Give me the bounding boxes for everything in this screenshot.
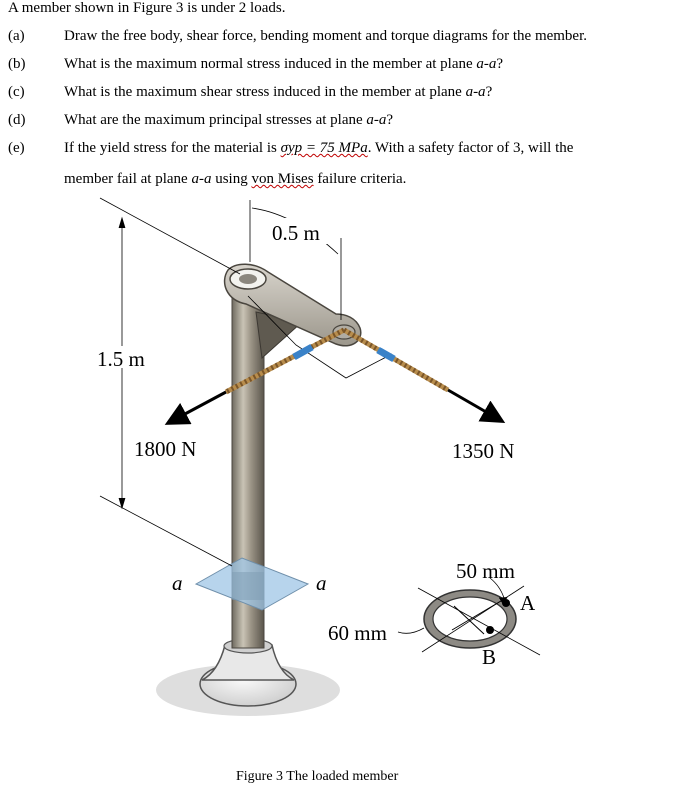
question-label: (b) [8,56,26,72]
dimension-height [100,198,240,566]
question-label: (d) [8,112,26,128]
question-label: (c) [8,84,25,100]
question-label: (e) [8,140,25,156]
failure-criterion: von Mises [251,171,314,187]
point-b-label: B [482,645,497,669]
rope-right [344,330,448,390]
inner-diameter-label: 50 mm [456,559,515,583]
dimension-arm-label: 0.5 m [272,221,320,245]
plane-label-right: a [316,571,327,595]
plane-name: a-a [465,84,486,100]
question-text: What are the maximum principal stresses at plane a-a? [64,112,394,128]
outer-diameter-label: 60 mm [328,621,387,645]
yield-stress-formula: σyp = 75 MPa [280,140,368,156]
figure-caption: Figure 3 The loaded member [236,769,399,784]
plane-name: a-a [366,112,387,128]
plane-label-left: a [172,571,183,595]
question-e-continuation: member fail at plane a-a using von Mises failure criteria. [64,171,407,187]
intro-text: A member shown in Figure 3 is under 2 loads. [8,0,286,16]
question-text: What is the maximum normal stress induced in the member at plane a-a? [64,56,504,72]
force-arrow-right [448,390,500,420]
plane-name: a-a [476,56,497,72]
plane-name: a-a [191,171,212,187]
force-right-label: 1350 N [452,439,515,463]
question-text: If the yield stress for the material is σyp = 75 MPa. With a safety factor of 3, will the [64,140,574,156]
force-left-label: 1800 N [134,437,197,461]
dimension-height-label: 1.5 m [97,347,145,371]
point-a-label: A [520,591,536,615]
question-label: (a) [8,28,25,44]
question-text: Draw the free body, shear force, bending moment and torque diagrams for the member. [64,28,588,44]
cross-section-detail [398,578,540,655]
column-base [200,639,296,706]
force-arrow-left [170,392,226,422]
question-text: What is the maximum shear stress induced in the member at plane a-a? [64,84,493,100]
